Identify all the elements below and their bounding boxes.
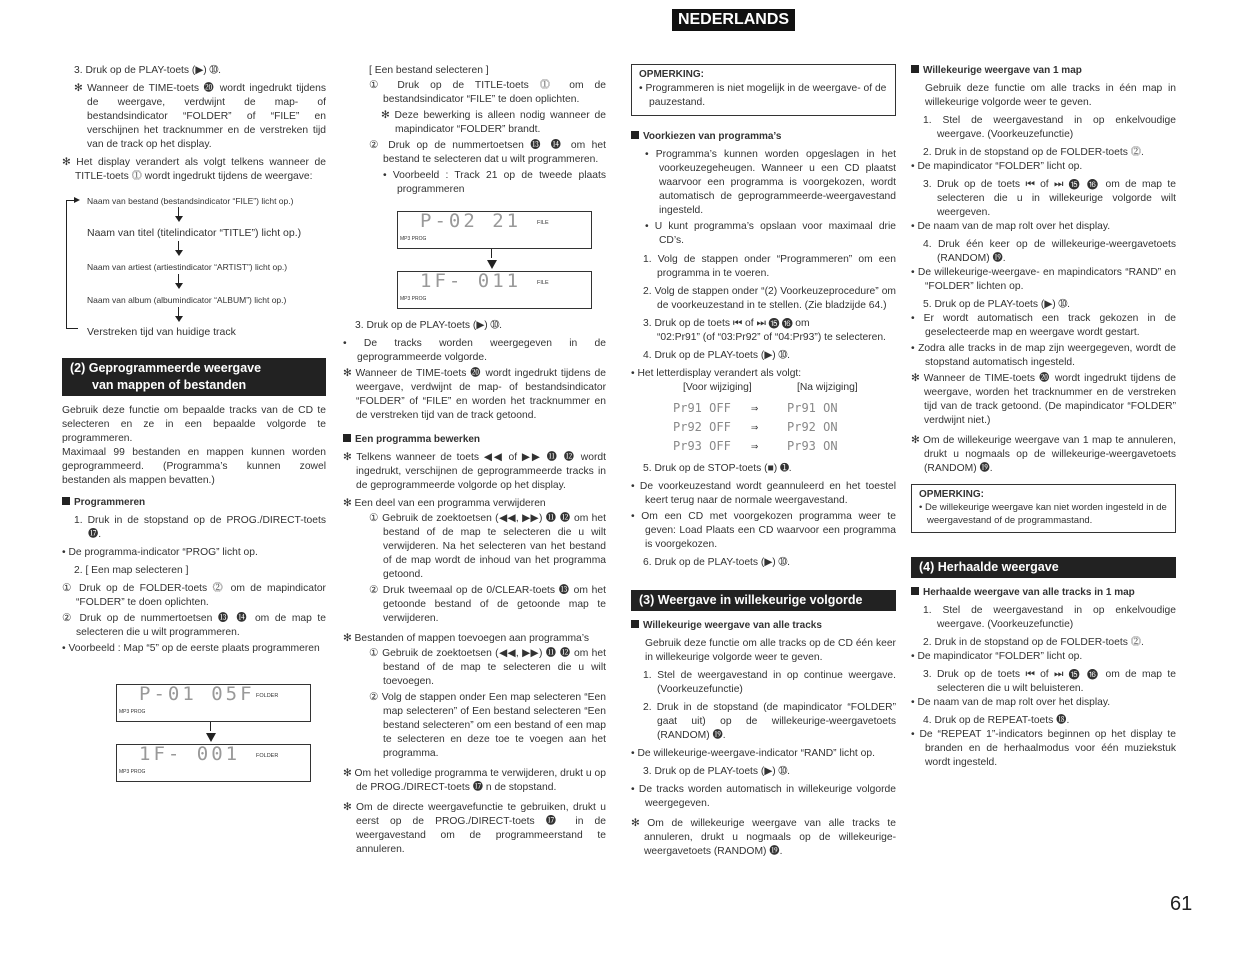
edit-note-3: ✻ Bestanden of mappen toevoegen aan programma’s — [343, 633, 589, 644]
file-step-1: ① Druk op de TITLE-toets ⓵ om de bestandsindicator “FILE” te doen oplichten. — [369, 80, 606, 105]
lcd-display: P-02 21 FILE MP3 PROG — [397, 211, 592, 249]
flow-arrow-icon — [74, 197, 80, 203]
prg-change-table: Pr91 OFF ⇒ Pr91 ON Pr92 OFF ⇒ Pr92 ON Pr93 OFF ⇒ Pr93 ON — [673, 401, 838, 453]
edit-note-1: ✻ Telkens wanneer de toets ◀◀ of ▶▶ ⓫ ⓬ wordt ingedrukt, verschijnen de geprogrammeerde tracks in de geprogrammeerde volgorde op het display. — [343, 452, 606, 491]
step-3-play: 3. Druk op de PLAY-toets (▶) ➉. — [355, 320, 503, 331]
pre-step-5: 5. Druk op de STOP-toets (■) ➊. — [643, 463, 792, 474]
column-2 — [343, 64, 606, 861]
rep-step-3: 3. Druk op de toets ⏮ of ⏭ ⓯ ⓰ om de map te selecteren die u wilt beluisteren. — [923, 669, 1176, 694]
pre-step-3b: “02:Pr91” (of “03:Pr92” of “04:Pr93”) te selecteren. — [657, 332, 886, 343]
edit-note-4: ✻ Om het volledige programma te verwijderen, drukt u op de PROG./DIRECT-toets ⓱ n de stopstand. — [343, 768, 606, 793]
pre-step-4-sub: • Het letterdisplay verandert als volgt: — [631, 368, 802, 379]
flow-item: Naam van artiest (artiestindicator “ARTIST”) licht op.) — [87, 262, 288, 272]
pre-step-2: 2. Volg de stappen onder “(2) Voorkeuzeprocedure” om de voorkeuzestand in te stellen. (Zie bladzijde 64.) — [643, 286, 896, 311]
down-arrow-icon — [487, 260, 497, 269]
edit-step-2b: ② Druk tweemaal op de 0/CLEAR-toets ⓭ om het getoonde bestand of de getoonde map te verwijderen. — [369, 585, 606, 624]
rf-step-1: 1. Stel de weergavestand in op enkelvoudige weergave. (Voorkeuzefunctie) — [923, 115, 1176, 140]
prog-example: • Voorbeeld : Map “5” op de eerste plaats programmeren — [62, 643, 320, 654]
section-2-intro-2: Maximaal 99 bestanden en mappen kunnen worden geprogrammeerd. (Programma’s kunnen zowel bestanden als mappen bevatten.) — [62, 447, 326, 486]
preselect-2: • U kunt programma’s opslaan voor maximaal drie CD’s. — [645, 221, 896, 246]
rep-step-1: 1. Stel de weergavestand in op enkelvoudige weergave. (Voorkeuzefunctie) — [923, 605, 1176, 630]
random-all-heading: Willekeurige weergave van alle tracks — [631, 619, 896, 633]
lcd-display: P-01 05F FOLDER MP3 PROG — [116, 684, 311, 722]
edit-step-2a: ① Gebruik de zoektoetsen (◀◀, ▶▶) ⓫ ⓬ om het bestand of de map te selecteren die u wilt verwijderen. Na het selecteren van het bestand of de map wordt de inhoud van het programma getoond. — [369, 513, 606, 580]
change-labels: [Voor wijziging] [Na wijziging] — [683, 382, 858, 393]
note-box-2: OPMERKING: • De willekeurige weergave kan niet worden ingesteld in de weergavestand of de programmastand. — [911, 484, 1176, 533]
section-4-title: (4) Herhaalde weergave — [911, 557, 1176, 578]
rand-step-2: 2. Druk in de stopstand (de mapindicator “FOLDER” gaat uit) op de willekeurige-weergavetoets (RANDOM) ⓳. — [643, 702, 896, 741]
repeat-heading: Herhaalde weergave van alle tracks in 1 map — [911, 586, 1176, 600]
random-folder-intro: Gebruik deze functie om alle tracks in één map in willekeurige volgorde weer te geven. — [925, 83, 1176, 108]
flow-item: Verstreken tijd van huidige track — [87, 326, 236, 338]
lcd-group-1 — [116, 684, 326, 782]
flow-item: Naam van bestand (bestandsindicator “FILE”) licht op.) — [87, 196, 294, 206]
rep-step-4: 4. Druk op de REPEAT-toets ⓲. — [923, 715, 1070, 726]
prog-step-2b: ② Druk op de nummertoetsen ⓭ ⓮ om de map te selecteren die u wilt programmeren. — [62, 613, 326, 638]
time-note: ✻ Wanneer de TIME-toets ⓴ wordt ingedrukt tijdens de weergave, verdwijnt de map- of bestandsindicator “FOLDER” of “FILE” en verschijnen het tracknummer en de verstreken tijd van de track op het display. — [74, 83, 326, 150]
rep-step-3-sub: • De naam van de map rolt over het display. — [911, 697, 1111, 708]
edit-note-5: ✻ Om de directe weergavefunctie te gebruiken, drukt u eerst op de PROG./DIRECT-toets ⓱ in de weergavestand om de programmeerstand te annuleren. — [343, 802, 606, 855]
rand-step-2-sub: • De willekeurige-weergave-indicator “RAND” licht op. — [631, 748, 875, 759]
rf-step-4-sub: • De willekeurige-weergave- en mapindicators “RAND” en “FOLDER” lichten op. — [911, 267, 1176, 292]
rf-step-3: 3. Druk op de toets ⏮ of ⏭ ⓯ ⓰ om de map te selecteren die u in willekeurige volgorde wilt weergeven. — [923, 179, 1176, 218]
column-3 — [631, 64, 896, 863]
rand-step-3: 3. Druk op de PLAY-toets (▶) ➉. — [643, 766, 791, 777]
rf-step-5-note: ✻ Wanneer de TIME-toets ⓴ wordt ingedrukt tijdens de weergave, worden het tracknummer en de verstreken tijd van de track getoond. (De mapindicator “FOLDER” verdwijnt niet.) — [911, 373, 1176, 426]
step-3-note: ✻ Wanneer de TIME-toets ⓴ wordt ingedrukt tijdens de weergave, verdwijnt de map- of bestandsindicator “FOLDER” of “FILE” en worden het tracknummer en de verstreken tijd van de track getoond. — [343, 368, 606, 421]
file-step-2: ② Druk op de nummertoetsen ⓭ ⓮ om het bestand te selecteren dat u wilt programmeren. — [369, 140, 606, 165]
rf-note: ✻ Om de willekeurige weergave van 1 map te annuleren, drukt u nogmaals op de willekeurige-weergavetoets (RANDOM) ⓳. — [911, 435, 1176, 474]
prog-step-2a: ① Druk op de FOLDER-toets ⓶ om de mapindicator “FOLDER” te doen oplichten. — [62, 583, 326, 608]
rand-note: ✻ Om de willekeurige weergave van alle tracks te annuleren, drukt u nogmaals op de willekeurige-weergavetoets (RANDOM) ⓳. — [631, 818, 896, 857]
edit-step-3b: ② Volg de stappen onder Een map selecteren “Een map selecteren” of Een bestand selecteren “Een bestand selecteren” om een bestand of een map te selecteren en deze toe te voegen aan het programma. — [369, 692, 606, 759]
rep-step-4-sub: • De “REPEAT 1”-indicators beginnen op het display te branden en de herhaalmodus voor één muziekstuk wordt ingesteld. — [911, 729, 1176, 768]
note-box-1: OPMERKING: • Programmeren is niet mogelijk in de weergave- of de pauzestand. — [631, 64, 896, 116]
rf-step-5: 5. Druk op de PLAY-toets (▶) ➉. — [923, 299, 1071, 310]
preselect-1: • Programma’s kunnen worden opgeslagen in het voorkeuzegeheugen. Wanneer u een CD plaatst waarvoor een programma is voorgekozen, wordt automatisch de geprogrammeerde-weergavestand ingesteld. — [645, 149, 896, 216]
edit-heading: Een programma bewerken — [343, 433, 606, 447]
file-example: • Voorbeeld : Track 21 op de tweede plaats programmeren — [383, 170, 606, 195]
pre-step-6: 6. Druk op de PLAY-toets (▶) ➉. — [643, 557, 791, 568]
rand-step-3-sub: • De tracks worden automatisch in willekeurige volgorde weergegeven. — [631, 784, 896, 809]
rep-step-2: 2. Druk in de stopstand op de FOLDER-toets ⓶. — [923, 637, 1144, 648]
prog-step-1: 1. Druk in de stopstand op de PROG./DIRECT-toets ⓱. — [74, 515, 326, 540]
random-folder-heading: Willekeurige weergave van 1 map — [911, 64, 1176, 78]
rf-step-3-sub: • De naam van de map rolt over het display. — [911, 221, 1111, 232]
random-all-intro: Gebruik deze functie om alle tracks op de CD één keer in willekeurige volgorde weer te geven. — [645, 638, 896, 663]
display-flow-diagram — [62, 194, 326, 346]
column-1 — [62, 64, 326, 782]
rf-step-4: 4. Druk één keer op de willekeurige-weergavetoets (RANDOM) ⓳. — [923, 239, 1176, 264]
rf-step-2-sub: • De mapindicator “FOLDER” licht op. — [911, 161, 1083, 172]
step-3: 3. Druk op de PLAY-toets (▶) ➉. — [74, 65, 222, 76]
file-step-1-note: ✻ Deze bewerking is alleen nodig wanneer de mapindicator “FOLDER” brandt. — [381, 110, 606, 135]
down-arrow-icon — [206, 733, 216, 742]
pre-step-5-s1: • De voorkeuzestand wordt geannuleerd en het toestel keert terug naar de normale weergavestand. — [631, 481, 896, 506]
lcd-display: 1F- 001 FOLDER MP3 PROG — [116, 744, 311, 782]
lcd-display: 1F- 011 FILE MP3 PROG — [397, 271, 592, 309]
rf-step-2: 2. Druk in de stopstand op de FOLDER-toets ⓶. — [923, 147, 1144, 158]
pre-step-3: 3. Druk op de toets ⏮ of ⏭ ⓯ ⓰ om — [643, 318, 810, 329]
section-2-intro: Gebruik deze functie om bepaalde tracks van de CD te selecteren en ze in een bepaalde volgorde te programmeren. — [62, 405, 326, 444]
rf-step-5-s2: • Zodra alle tracks in de map zijn weergegeven, wordt de stopstand automatisch ingesteld. — [911, 343, 1176, 368]
file-select-heading: [ Een bestand selecteren ] — [369, 65, 489, 76]
column-4 — [911, 64, 1176, 772]
display-note: ✻ Het display verandert als volgt telkens wanneer de TITLE-toets ⓵ wordt ingedrukt tijdens de weergave: — [62, 157, 326, 182]
rf-step-5-s1: • Er wordt automatisch een track gekozen in de geselecteerde map en weergave wordt gestart. — [911, 313, 1176, 338]
rep-step-2-sub: • De mapindicator “FOLDER” licht op. — [911, 651, 1083, 662]
language-badge: NEDERLANDS — [672, 9, 795, 31]
flow-item: Naam van album (albumindicator “ALBUM”) licht op.) — [87, 295, 287, 305]
pre-step-5-s2: • Om een CD met voorgekozen programma weer te geven: Load Plaats een CD waarvoor een programma is voorgekozen. — [631, 511, 896, 550]
preselect-heading: Voorkiezen van programma’s — [631, 130, 896, 144]
edit-step-3a: ① Gebruik de zoektoetsen (◀◀, ▶▶) ⓫ ⓬ om het bestand of de map te selecteren die u wilt toevoegen. — [369, 648, 606, 687]
edit-note-2: ✻ Een deel van een programma verwijderen — [343, 498, 546, 509]
page-number: 61 — [1170, 893, 1193, 915]
lcd-group-2 — [397, 211, 606, 309]
prog-step-1-sub: • De programma-indicator “PROG” licht op. — [62, 547, 258, 558]
prog-step-2: 2. [ Een map selecteren ] — [74, 565, 189, 576]
programmeren-heading: Programmeren — [62, 496, 326, 510]
section-3-title: (3) Weergave in willekeurige volgorde — [631, 590, 896, 611]
step-3-sub: • De tracks worden weergegeven in de geprogrammeerde volgorde. — [343, 338, 606, 363]
section-2-title: (2) Geprogrammeerde weergave van mappen of bestanden — [62, 358, 326, 396]
pre-step-1: 1. Volg de stappen onder “Programmeren” om een programma in te voeren. — [643, 254, 896, 279]
rand-step-1: 1. Stel de weergavestand in op continue weergave. (Voorkeuzefunctie) — [643, 670, 896, 695]
pre-step-4: 4. Druk op de PLAY-toets (▶) ➉. — [643, 350, 791, 361]
flow-item: Naam van titel (titelindicator “TITLE”) licht op.) — [87, 227, 302, 239]
